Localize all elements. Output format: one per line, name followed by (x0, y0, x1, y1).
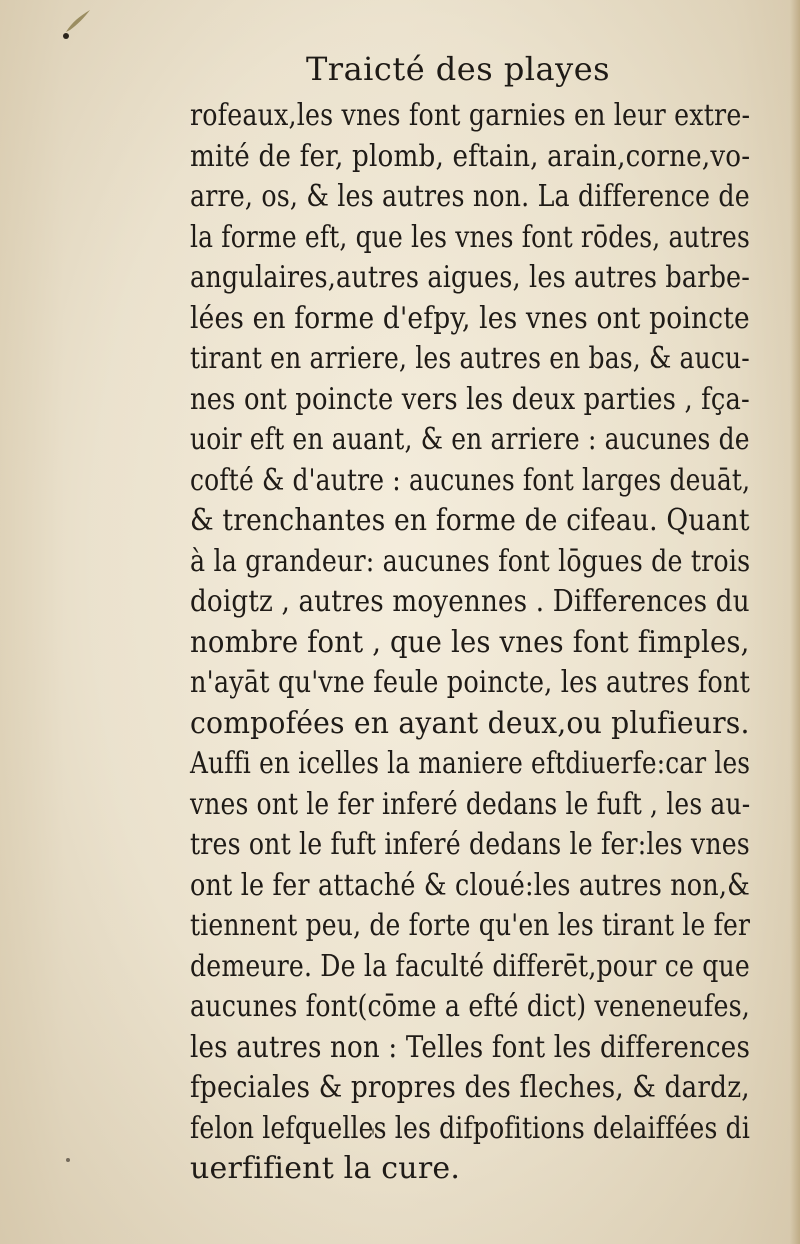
text-line: angulaires,autres aigues, les autres barbe- (190, 260, 751, 295)
text-line: tiennent peu, de forte qu'en les tirant le fer (190, 908, 751, 943)
text-line: nombre font , que les vnes font fimples, (190, 624, 750, 660)
text-line: vnes ont le fer inferé dedans le fuft , les au- (190, 786, 751, 822)
ink-mark-icon (60, 6, 94, 40)
text-line: mité de fer, plomb, eftain, arain,corne,vo- (190, 138, 751, 174)
text-line: compofées en ayant deux,ou plufieurs. (190, 705, 750, 741)
running-head: Traicté des playes (305, 50, 611, 88)
text-line: les autres non : Telles font les differences (190, 1029, 751, 1065)
text-line: rofeaux,les vnes font garnies en leur extre- (190, 98, 751, 133)
text-line: demeure. De la faculté differēt,pour ce que (190, 948, 750, 984)
text-line: ont le fer attaché & cloué:les autres non,& (190, 867, 750, 903)
text-line: aucunes font(cōme a efté dict) veneneufes, (190, 989, 751, 1024)
page-edge-shadow (790, 0, 800, 1244)
text-line: fpeciales & propres des fleches, & dardz, (190, 1070, 750, 1105)
text-line: nes ont poincte vers les deux parties , fça- (190, 381, 750, 417)
text-line: cofté & d'autre : aucunes font larges deuāt, (190, 462, 751, 498)
text-line: à la grandeur: aucunes font lōgues de trois (190, 543, 751, 579)
text-line: tres ont le fuft inferé dedans le fer:les vnes (190, 827, 750, 862)
text-line: doigtz , autres moyennes . Differences du (190, 584, 750, 619)
text-line: felon lefquelles les difpofitions delaiffées di (190, 1110, 750, 1146)
body-text (190, 96, 750, 1190)
text-line: n'ayāt qu'vne feule poincte, les autres font (190, 665, 751, 700)
text-line: lées en forme d'efpy, les vnes ont poincte (190, 300, 750, 336)
paper-speck (66, 1158, 70, 1162)
text-line: arre, os, & les autres non. La difference de (190, 179, 750, 214)
text-line: Auffi en icelles la maniere eftdiuerfe:car les (190, 746, 751, 781)
text-line: tirant en arriere, les autres en bas, & aucu- (190, 341, 750, 376)
text-line: & trenchantes en forme de cifeau. Quant (190, 503, 750, 538)
text-line: uerfifient la cure. (190, 1151, 461, 1186)
text-line: uoir eft en auant, & en arriere : aucunes de (190, 422, 750, 457)
text-line: la forme eft, que les vnes font rōdes, autres (190, 219, 750, 255)
